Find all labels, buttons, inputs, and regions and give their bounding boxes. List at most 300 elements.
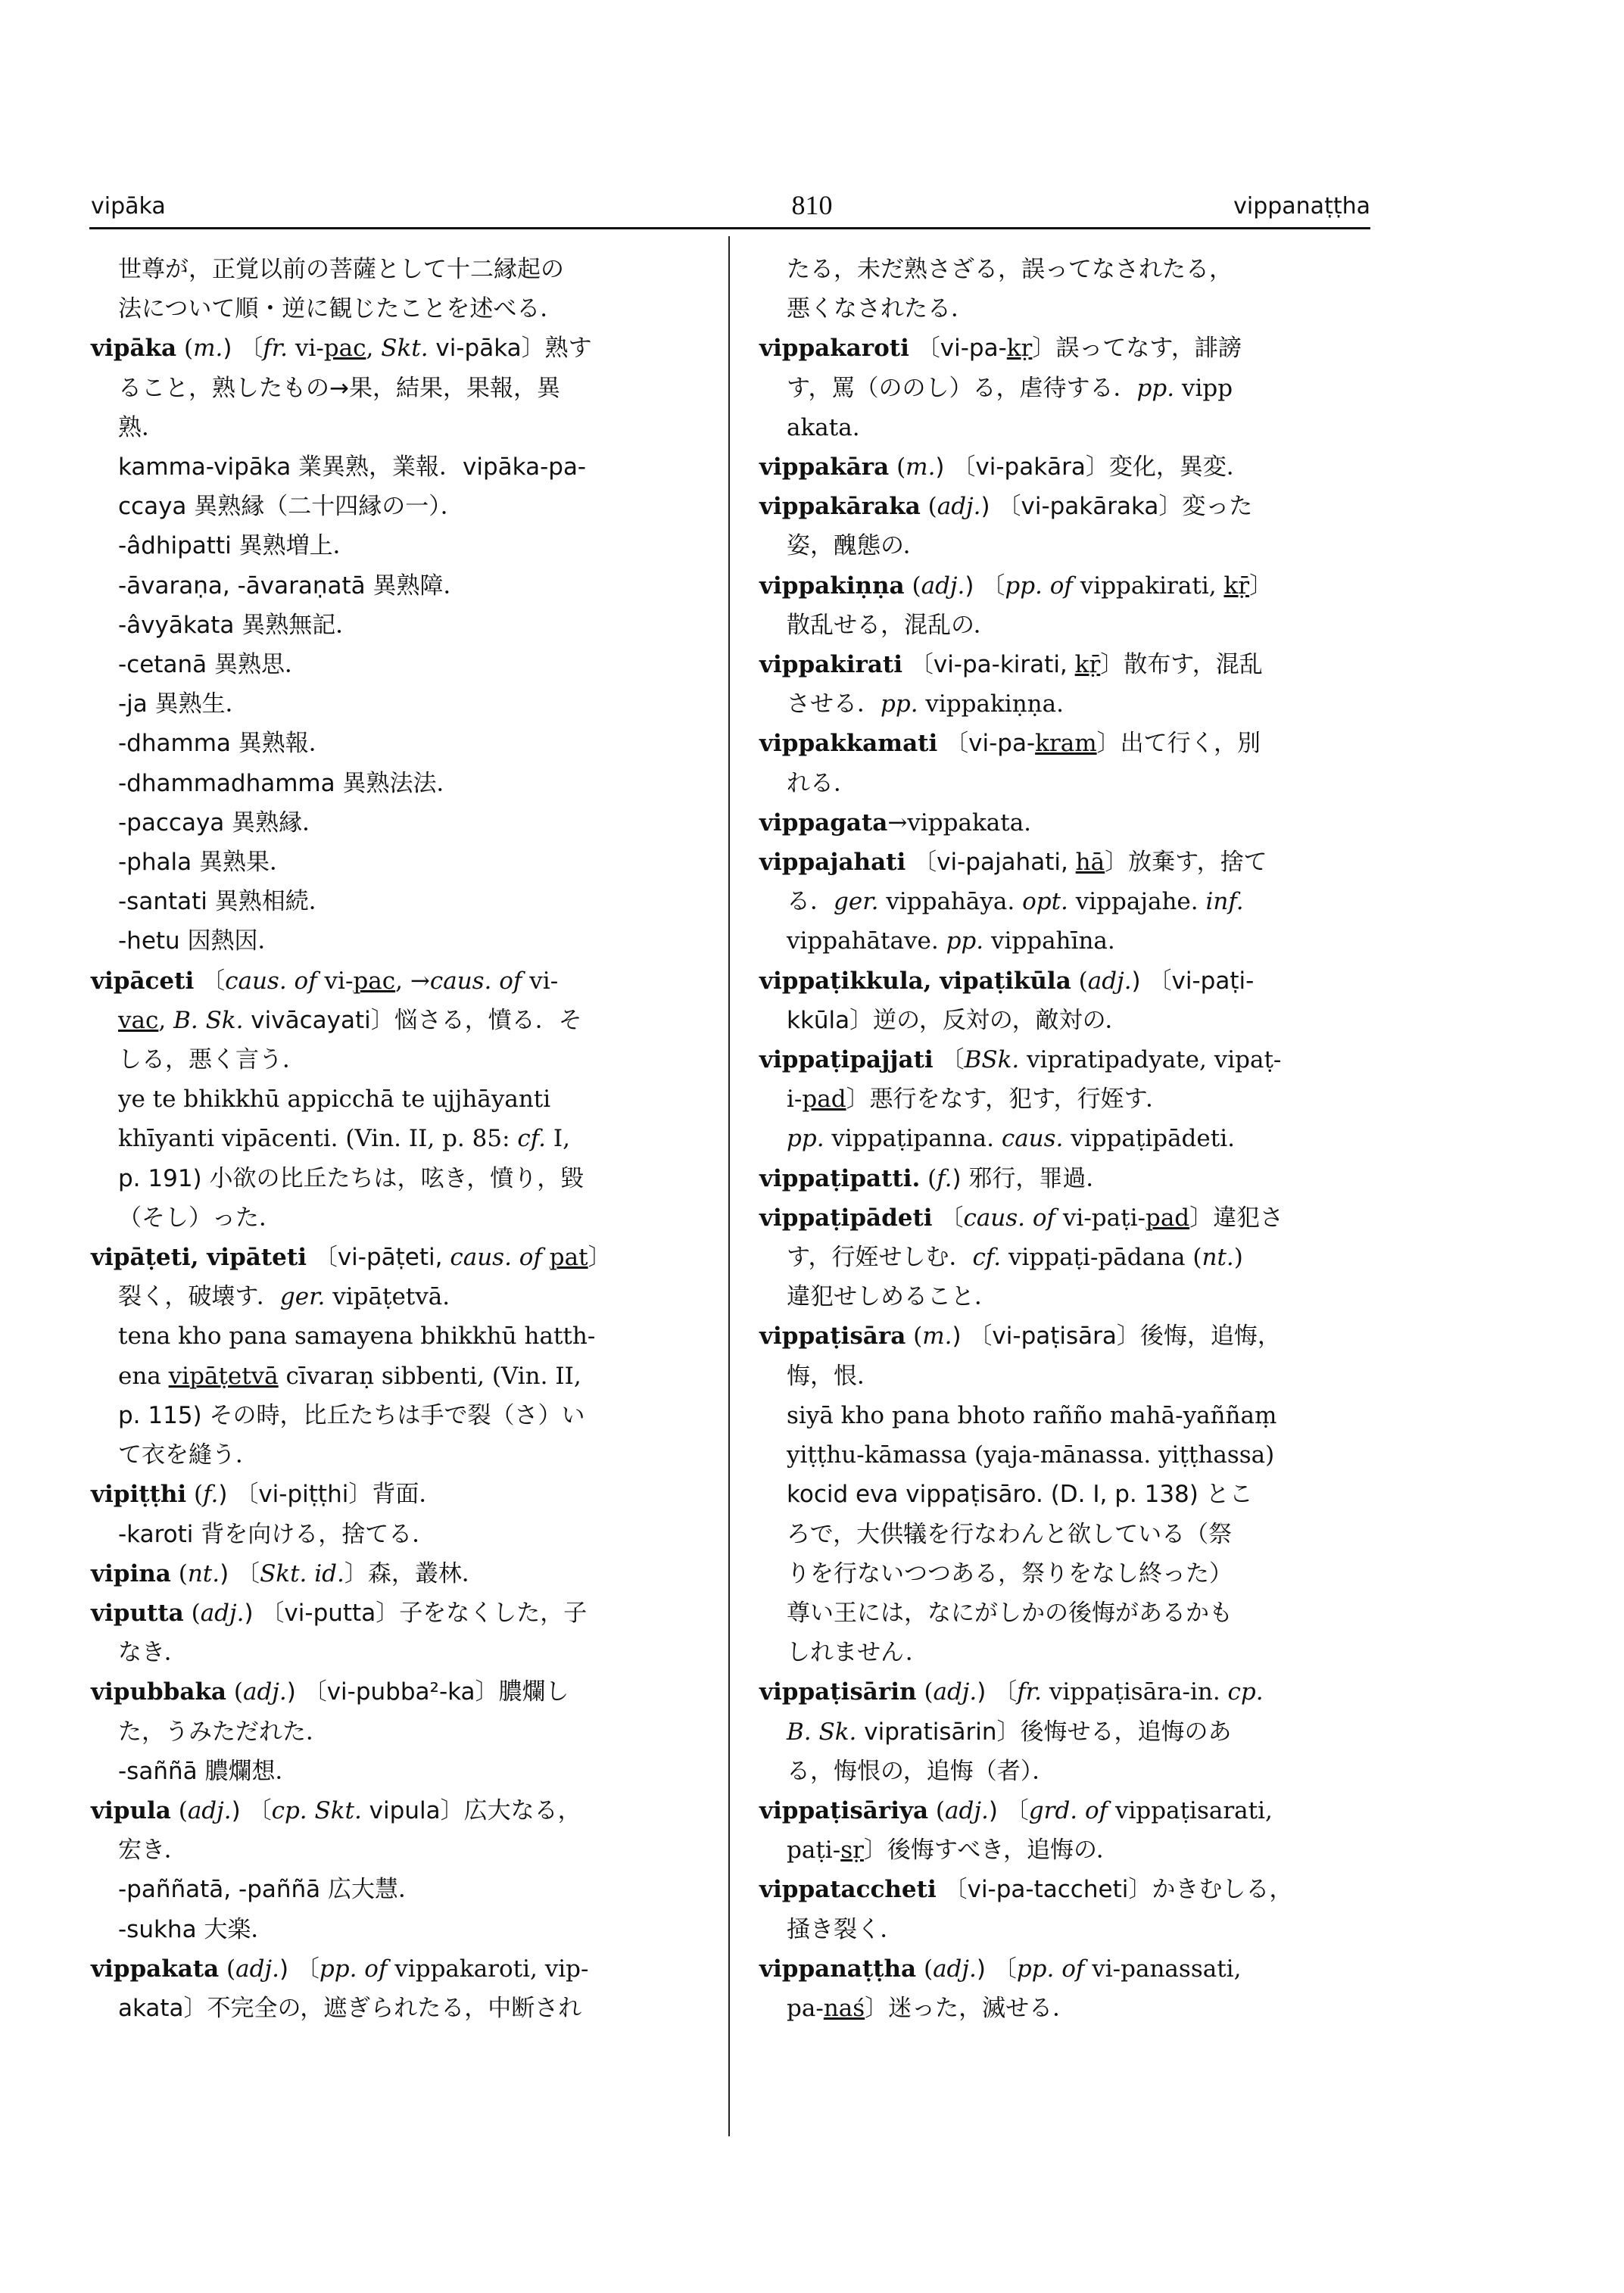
entry-text: 〕散布す，混乱: [1100, 651, 1263, 679]
entry-text: 〔: [194, 967, 226, 995]
grammar-abbrev: grd. of: [1028, 1796, 1108, 1824]
entry-text: tena kho pana samayena bhikkhū hatth-: [118, 1323, 596, 1351]
entry-text: vipp: [1174, 374, 1233, 402]
grammar-abbrev: pp.: [787, 1125, 824, 1153]
entry-line: [759, 1633, 1371, 1672]
entry-text: vippakirati,: [1072, 572, 1224, 600]
grammar-abbrev: fr.: [1017, 1678, 1042, 1706]
entry-text: vippaṭisāra-in.: [1041, 1678, 1228, 1706]
grammar-abbrev: pp.: [1136, 374, 1175, 402]
headword: vippakirati: [759, 651, 902, 679]
grammar-abbrev: caus. of: [450, 1244, 542, 1272]
entry-line: [759, 289, 1371, 329]
entry-text: vi-panassati,: [1084, 1955, 1242, 1983]
entry-line: [759, 1989, 1371, 2028]
entry-text: -phala 異熟果．: [118, 849, 293, 877]
grammar-abbrev: ger.: [279, 1283, 326, 1311]
entry-text: vipāṭetvā: [168, 1362, 279, 1390]
entry-text: (: [904, 572, 921, 600]
entry-text: （そし）った．: [118, 1204, 282, 1232]
entry-text: (: [916, 1678, 934, 1706]
entry-text: れる．: [787, 769, 857, 797]
grammar-abbrev: cp. Skt.: [271, 1796, 362, 1824]
entry-text: I,: [545, 1125, 570, 1153]
entry-text: →vippakata.: [887, 808, 1032, 837]
entry-line: [91, 921, 712, 961]
entry-line: [91, 1001, 712, 1040]
grammar-abbrev: m.: [193, 335, 223, 363]
entry-line: [91, 1870, 712, 1909]
grammar-abbrev: nt.: [187, 1559, 220, 1587]
entry-text: 〔vi-pa-kirati,: [902, 651, 1075, 679]
entry-text: -ja 異熟生．: [118, 690, 249, 718]
entry-line: [759, 684, 1371, 724]
headword: vippaṭisāriya: [759, 1796, 929, 1824]
entry-text: cīvaraṇ sibbenti, (Vin. II,: [278, 1362, 581, 1390]
headword: vippakāra: [759, 453, 890, 481]
entry-line: [759, 1830, 1371, 1870]
grammar-abbrev: adj.: [945, 1796, 989, 1824]
entry-text: naś: [823, 1994, 865, 2022]
headword: viputta: [91, 1599, 184, 1627]
entry-text: -sukha 大楽．: [118, 1915, 275, 1943]
entry-headline: [91, 1949, 712, 1989]
entry-text: kṝ: [1223, 572, 1250, 600]
entry-text: ) 〔vi-piṭṭhi〕背面．: [218, 1481, 443, 1509]
entry-text: sṛ: [840, 1837, 864, 1865]
entry-text: (: [186, 1481, 204, 1509]
entry-line: [91, 764, 712, 803]
running-head-left: vipāka: [91, 193, 166, 220]
running-head-right: vippanaṭṭha: [1233, 193, 1370, 220]
header-rule: [89, 227, 1370, 229]
entry-headline: [91, 1238, 712, 1277]
entry-text: kṛ: [1006, 335, 1033, 363]
entry-text: vippahīna.: [983, 927, 1115, 955]
entry-headline: [759, 566, 1371, 606]
entry-text: す，罵（ののし）る，虐待する．: [787, 374, 1137, 402]
entry-text: 裂く，破壊す．: [118, 1283, 280, 1311]
entry-text: ろで，大供犠を行なわんと欲している（祭: [787, 1520, 1233, 1548]
entry-text: vipula〕広大なる，: [361, 1796, 581, 1824]
grammar-abbrev: adj.: [187, 1796, 232, 1824]
entry-text: akata〕不完全の，遮ぎられたる，中断され: [118, 1994, 582, 2022]
entry-headline: [759, 961, 1371, 1001]
entry-text: 姿，醜態の．: [787, 532, 927, 560]
headword: vippataccheti: [759, 1876, 937, 1904]
entry-headline: [759, 803, 1371, 843]
entry-headline: [91, 1475, 712, 1514]
entry-headline: [91, 961, 712, 1001]
entry-line: [91, 724, 712, 763]
entry-text: paṭi-: [787, 1837, 841, 1865]
entry-text: たる，未だ熟さざる，誤ってなされたる，: [787, 256, 1233, 283]
entry-line: [91, 843, 712, 882]
entry-headline: [91, 1594, 712, 1633]
entry-line: [759, 921, 1371, 961]
entry-text: ) 〔vi-pubba²-ka〕膿爛し: [286, 1678, 569, 1706]
entry-text: 〔vi-pa-: [909, 335, 1007, 363]
grammar-abbrev: adj.: [937, 493, 981, 521]
entry-text: kram: [1035, 730, 1097, 758]
entry-headline: [759, 1949, 1371, 1989]
entry-line: [759, 250, 1371, 289]
grammar-abbrev: caus.: [1001, 1125, 1064, 1153]
headword: vipāceti: [91, 967, 195, 995]
entry-text: 〕: [1249, 572, 1273, 600]
entry-line: [91, 1633, 712, 1672]
entry-line: [91, 1198, 712, 1238]
entry-headline: [759, 843, 1371, 882]
entry-text: ) 〔vi-pakāraka〕変った: [980, 493, 1253, 521]
entry-text: 悪くなされたる．: [787, 295, 974, 323]
entry-text: 〕違犯さ: [1189, 1204, 1284, 1232]
headword: vippaṭipajjati: [759, 1046, 934, 1074]
page-number: 810: [791, 190, 833, 220]
entry-text: しれません．: [787, 1639, 929, 1667]
entry-line: [91, 1435, 712, 1475]
headword: vippanaṭṭha: [759, 1955, 917, 1983]
entry-text: 〕: [588, 1244, 612, 1272]
entry-headline: [759, 1870, 1371, 1909]
entry-line: [91, 1752, 712, 1791]
entry-text: (: [170, 1559, 188, 1587]
entry-text: 〕放棄す，捨て: [1105, 849, 1267, 877]
entry-line: [759, 1396, 1371, 1435]
entry-text: vipratisārin〕後悔せる，追悔のあ: [856, 1718, 1232, 1746]
entry-line: [759, 606, 1371, 645]
headword: vippaṭisāra: [759, 1323, 906, 1351]
entry-text: ) 〔: [279, 1955, 320, 1983]
entry-text: vippaṭipādeti.: [1063, 1125, 1235, 1153]
entry-text: す，行姪せしむ．: [787, 1244, 973, 1272]
entry-line: [91, 487, 712, 526]
entry-text: vi-: [288, 335, 324, 363]
entry-text: ) 〔: [977, 1678, 1018, 1706]
entry-text: -cetanā 異熟思．: [118, 651, 308, 679]
grammar-abbrev: fr.: [263, 335, 288, 363]
entry-text: 〕後悔すべき，追悔の．: [863, 1837, 1120, 1865]
entry-text: p. 191) 小欲の比丘たちは，呟き，憤り，毀: [118, 1164, 584, 1192]
headword: vippaṭikkula, vipaṭikūla: [759, 967, 1071, 995]
entry-text: pad: [1145, 1204, 1190, 1232]
entry-text: (: [219, 1955, 236, 1983]
grammar-abbrev: nt.: [1202, 1244, 1234, 1272]
entry-line: [91, 882, 712, 921]
entry-text: ) 〔: [231, 1796, 272, 1824]
entry-text: 〔vi-pajahati,: [906, 849, 1076, 877]
entry-text: 〔vi-pa-taccheti〕かきむしる，: [936, 1876, 1293, 1904]
headword: vippaṭisārin: [759, 1678, 917, 1706]
grammar-abbrev: adj.: [235, 1955, 279, 1983]
entry-text: pac: [353, 967, 396, 995]
entry-text: ること，熟したもの→果，結果，果報，異: [118, 374, 560, 402]
left-column: [91, 250, 712, 2028]
entry-text: kocid eva vippaṭisāro. (D. I, p. 138) とこ: [787, 1481, 1253, 1509]
entry-text: ) 〔vi-paṭisāra〕後悔，追悔，: [952, 1323, 1281, 1351]
entry-text: vippahāya.: [878, 888, 1023, 916]
entry-headline: [91, 1672, 712, 1712]
entry-line: [91, 1712, 712, 1752]
entry-text: yiṭṭhu-kāmassa (yaja-mānassa. yiṭṭhassa): [787, 1441, 1275, 1469]
grammar-abbrev: ger.: [834, 888, 879, 916]
entry-headline: [759, 1791, 1371, 1830]
entry-text: pac: [323, 335, 366, 363]
entry-text: p. 115) その時，比丘たちは手で裂（さ）い: [118, 1401, 585, 1429]
entry-line: [91, 1277, 712, 1316]
entry-line: [91, 1396, 712, 1435]
grammar-abbrev: caus. of: [225, 967, 317, 995]
headword: vippakaroti: [759, 335, 909, 363]
entry-line: [759, 408, 1371, 447]
entry-text: vippaṭisarati,: [1108, 1796, 1273, 1824]
entry-text: pad: [802, 1086, 846, 1114]
entry-line: [91, 1830, 712, 1870]
entry-line: [759, 1357, 1371, 1396]
grammar-abbrev: adj.: [1087, 967, 1132, 995]
entry-text: 〕悪行をなす，犯す，行姪す．: [846, 1086, 1170, 1114]
entry-text: (: [889, 453, 906, 481]
grammar-abbrev: cf.: [972, 1244, 1002, 1272]
entry-line: [91, 1316, 712, 1356]
entry-text: -dhammadhamma 異熟法法．: [118, 769, 460, 797]
grammar-abbrev: pp. of: [1016, 1955, 1085, 1983]
entry-text: -paññatā, -paññā 広大慧．: [118, 1876, 422, 1904]
entry-text: ) 〔: [965, 572, 1005, 600]
grammar-abbrev: caus. of: [429, 967, 522, 995]
entry-line: [91, 684, 712, 724]
entry-text: ): [1233, 1244, 1243, 1272]
entry-text: akata.: [787, 413, 860, 441]
entry-text: siyā kho pana bhoto rañño mahā-yaññaṃ: [787, 1401, 1277, 1429]
entry-text: ) 邪行，罪過．: [952, 1164, 1110, 1192]
entry-text: vi-: [522, 967, 559, 995]
entry-text: (: [1071, 967, 1088, 995]
entry-text: 散乱せる，混乱の．: [787, 611, 997, 639]
entry-text: -dhamma 異熟報．: [118, 730, 332, 758]
entry-text: 〕誤ってなす，誹謗: [1032, 335, 1242, 363]
grammar-abbrev: adj.: [933, 1678, 977, 1706]
entry-text: (: [920, 1164, 937, 1192]
entry-text: ) 〔vi-putta〕子をなくした，子: [244, 1599, 588, 1627]
entry-headline: [759, 447, 1371, 487]
entry-text: vivācayati〕悩さる，憤る．そ: [243, 1006, 582, 1034]
entry-text: vippakaroti, vip-: [387, 1955, 589, 1983]
headword: vipiṭṭhi: [91, 1481, 187, 1509]
entry-headline: [759, 1198, 1371, 1238]
entry-text: vippaṭipanna.: [824, 1125, 1002, 1153]
entry-text: i-: [787, 1086, 803, 1114]
entry-text: 〔: [933, 1046, 965, 1074]
grammar-abbrev: caus. of: [963, 1204, 1056, 1232]
entry-text: て衣を縫う．: [118, 1441, 259, 1469]
headword: vippakiṇṇa: [759, 572, 905, 600]
entry-line: [759, 1277, 1371, 1316]
grammar-abbrev: pp.: [946, 927, 984, 955]
entry-line: [91, 1159, 712, 1198]
entry-headline: [91, 329, 712, 368]
headword: vipina: [91, 1559, 171, 1587]
entry-text: 宏き．: [118, 1837, 188, 1865]
entry-line: [759, 764, 1371, 803]
entry-text: (: [906, 1323, 923, 1351]
entry-text: pat: [549, 1244, 588, 1272]
entry-headline: [91, 1554, 712, 1594]
entry-text: vi-: [316, 967, 354, 995]
entry-line: [91, 447, 712, 487]
entry-text: ena: [118, 1362, 169, 1390]
grammar-abbrev: cp.: [1227, 1678, 1264, 1706]
headword: vippagata: [759, 808, 888, 837]
entry-line: [759, 1554, 1371, 1594]
entry-text: vac: [118, 1006, 159, 1034]
grammar-abbrev: Skt. id.: [260, 1559, 344, 1587]
entry-text: ) 〔: [988, 1796, 1029, 1824]
entry-line: [759, 526, 1371, 565]
grammar-abbrev: cf.: [517, 1125, 546, 1153]
entry-text: -âdhipatti 異熟増上．: [118, 532, 357, 560]
entry-line: [91, 645, 712, 684]
entry-headline: [759, 487, 1371, 526]
entry-line: [91, 526, 712, 565]
entry-text: vippaṭi-pādana (: [1001, 1244, 1202, 1272]
entry-line: [759, 1515, 1371, 1554]
entry-text: (: [176, 335, 194, 363]
headword: vippakkamati: [759, 730, 938, 758]
entry-headline: [759, 1159, 1371, 1198]
right-column: [759, 250, 1371, 2028]
entry-text: (: [183, 1599, 201, 1627]
entry-headline: [759, 724, 1371, 763]
entry-text: 尊い王には，なにがしかの後悔があるかも: [787, 1599, 1233, 1627]
entry-text: vippakiṇṇa.: [918, 690, 1064, 718]
entry-text: ) 〔: [976, 1955, 1017, 1983]
entry-text: 違犯せしめること．: [787, 1283, 998, 1311]
entry-text: -āvaraṇa, -āvaraṇatā 異熟障．: [118, 572, 467, 600]
entry-text: 世尊が，正覚以前の菩薩として十二縁起の: [118, 256, 564, 283]
entry-text: ) 〔vi-pakāra〕変化，異変．: [935, 453, 1250, 481]
grammar-abbrev: f.: [937, 1164, 952, 1192]
entry-text: 〔vi-pa-: [937, 730, 1036, 758]
grammar-abbrev: B. Sk.: [173, 1006, 244, 1034]
entry-text: vippahātave.: [787, 927, 946, 955]
entry-text: -paccaya 異熟縁．: [118, 808, 326, 837]
entry-text: ) 〔vi-paṭi-: [1131, 967, 1255, 995]
entry-text: ,: [366, 335, 382, 363]
entry-text: 掻き裂く．: [787, 1915, 904, 1943]
entry-headline: [91, 1791, 712, 1830]
entry-text: なき．: [118, 1639, 188, 1667]
entry-text: ccaya 異熟縁（二十四縁の一）．: [118, 493, 464, 521]
entry-line: [91, 1357, 712, 1396]
entry-headline: [759, 329, 1371, 368]
entry-line: [91, 1910, 712, 1949]
entry-line: [759, 1080, 1371, 1119]
entry-text: ) 〔: [220, 1559, 260, 1587]
entry-line: [759, 1712, 1371, 1752]
grammar-abbrev: m.: [906, 453, 936, 481]
entry-line: [91, 1119, 712, 1158]
entry-text: る，悔恨の，追悔（者）．: [787, 1757, 1056, 1785]
entry-headline: [759, 1316, 1371, 1356]
entry-text: 〔: [932, 1204, 964, 1232]
entry-text: (: [226, 1678, 243, 1706]
entry-text: (: [928, 1796, 946, 1824]
grammar-abbrev: adj.: [933, 1955, 977, 1983]
entry-text: (: [170, 1796, 188, 1824]
entry-line: [91, 803, 712, 843]
grammar-abbrev: inf.: [1205, 888, 1244, 916]
grammar-abbrev: adj.: [200, 1599, 245, 1627]
entry-line: [759, 1435, 1371, 1475]
entry-line: [759, 1119, 1371, 1158]
entry-line: [759, 1594, 1371, 1633]
headword: vippajahati: [759, 849, 906, 877]
entry-line: [91, 1989, 712, 2028]
entry-text: , →: [395, 967, 430, 995]
headword: vipubbaka: [91, 1678, 227, 1706]
entry-text: vi-pāka〕熟す: [428, 335, 592, 363]
entry-headline: [759, 1040, 1371, 1080]
entry-text: [542, 1244, 550, 1271]
entry-line: [759, 1001, 1371, 1040]
entry-line: [91, 1515, 712, 1554]
entry-text: pa-: [787, 1994, 824, 2022]
grammar-abbrev: adj.: [242, 1678, 287, 1706]
entry-line: [759, 1910, 1371, 1949]
entry-line: [91, 1040, 712, 1080]
entry-text: khīyanti vipācenti. (Vin. II, p. 85:: [118, 1125, 518, 1153]
entry-text: kṝ: [1074, 651, 1101, 679]
entry-text: 〕出て行く，別: [1096, 730, 1261, 758]
entry-text: -hetu 因熱因．: [118, 927, 282, 955]
entry-text: りを行ないつつある，祭りをなし終った）: [787, 1559, 1233, 1587]
grammar-abbrev: Skt.: [381, 335, 429, 363]
entry-line: [91, 408, 712, 447]
entry-text: 熟．: [118, 413, 165, 441]
entry-text: vipratipadyate, vipaṭ-: [1019, 1046, 1282, 1074]
grammar-abbrev: adj.: [921, 572, 965, 600]
entry-line: [91, 606, 712, 645]
entry-text: vi-paṭi-: [1055, 1204, 1146, 1232]
entry-text: -âvyākata 異熟無記．: [118, 611, 360, 639]
headword: vippaṭipatti.: [759, 1164, 921, 1192]
entry-text: hā: [1075, 849, 1105, 877]
headword: vippakāraka: [759, 493, 921, 521]
entry-line: [759, 882, 1371, 921]
entry-text: ) 〔: [223, 335, 263, 363]
entry-text: (: [916, 1955, 934, 1983]
entry-line: [91, 566, 712, 606]
entry-headline: [759, 645, 1371, 684]
grammar-abbrev: B. Sk.: [787, 1718, 857, 1746]
entry-text: kamma-vipāka 業異熟，業報．vipāka-pa-: [118, 453, 587, 481]
grammar-abbrev: pp.: [881, 690, 918, 718]
entry-text: (: [920, 493, 937, 521]
entry-line: [759, 1238, 1371, 1277]
entry-text: vipāṭetvā.: [325, 1283, 450, 1311]
entry-text: vippajahe.: [1068, 888, 1206, 916]
headword: vipula: [91, 1796, 171, 1824]
grammar-abbrev: m.: [922, 1323, 952, 1351]
grammar-abbrev: f.: [203, 1481, 219, 1509]
entry-headline: [759, 1672, 1371, 1712]
entry-text: ,: [158, 1006, 174, 1034]
entry-text: 〔vi-pāṭeti,: [306, 1244, 450, 1272]
entry-line: [759, 1475, 1371, 1514]
entry-line: [91, 1080, 712, 1119]
entry-text: 〕迷った，滅せる．: [865, 1994, 1077, 2022]
